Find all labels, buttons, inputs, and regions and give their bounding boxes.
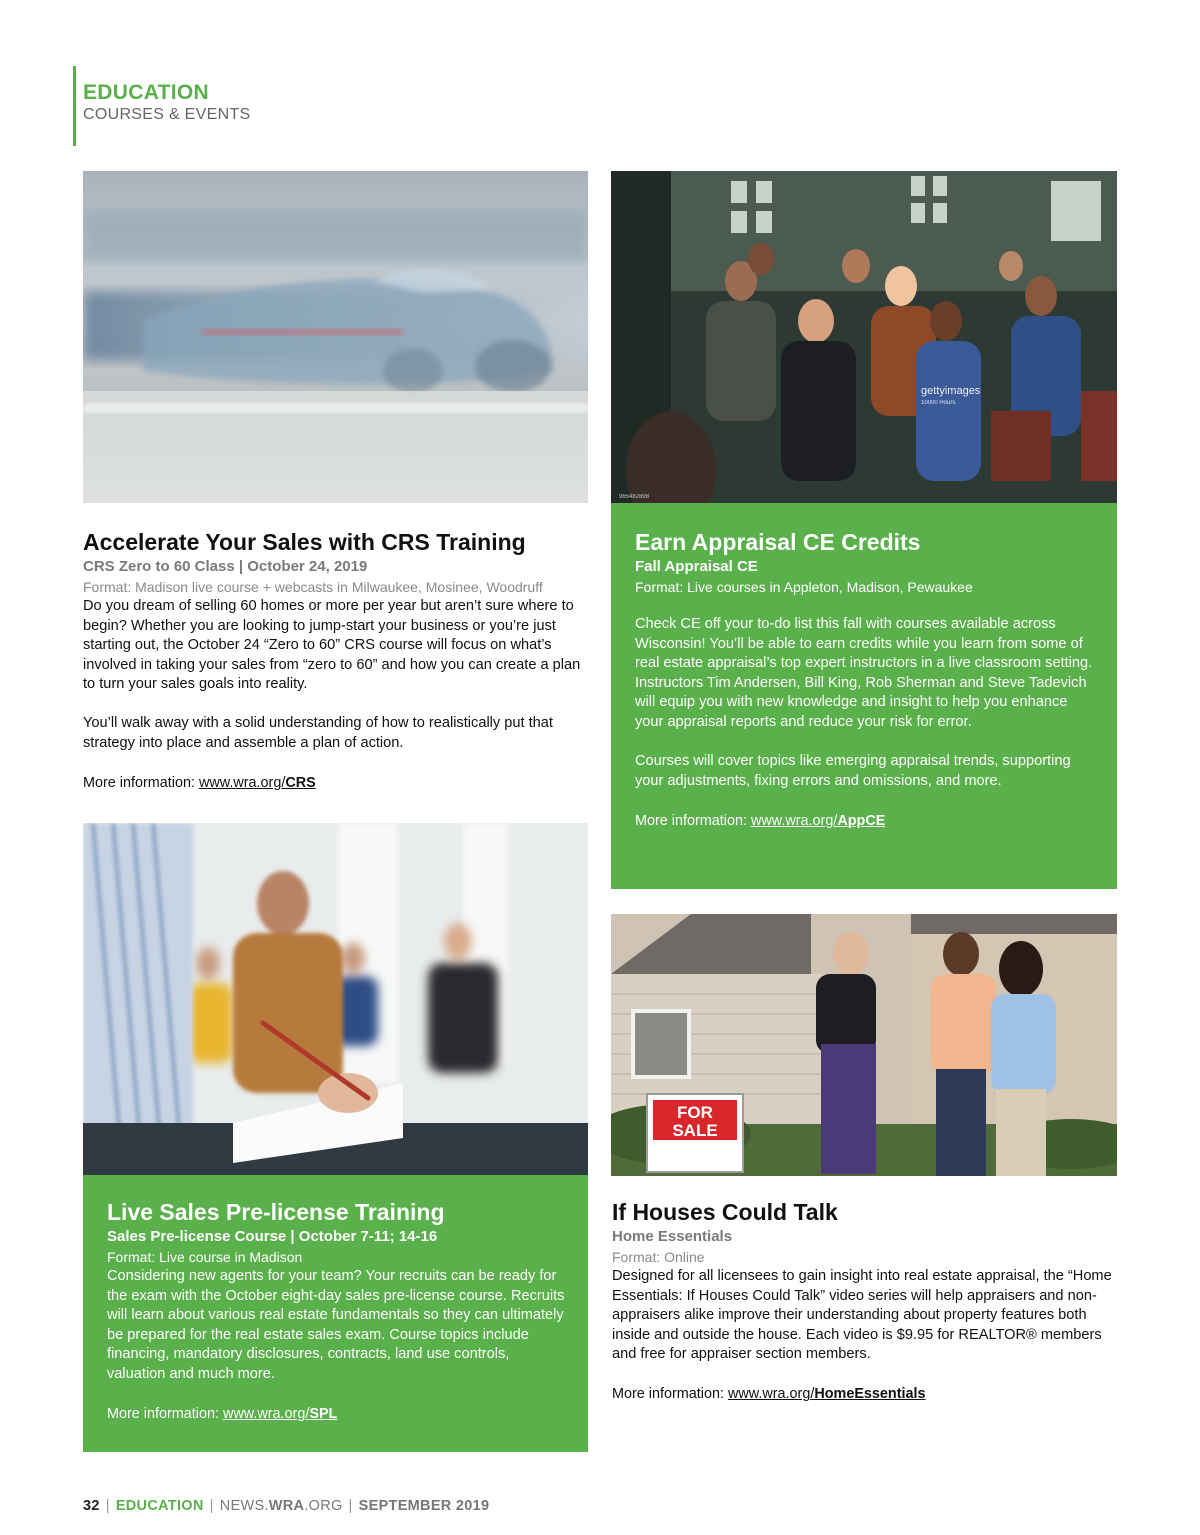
article-paragraph: You’ll walk away with a solid understanding of how to realistically put that strategy into place and assemble a plan of action. [83,715,553,752]
article-subtitle: Sales Pre-license Course | October 7-11; 14-16 [107,1228,438,1245]
article-format: Format: Live courses in Appleton, Madison, Pewaukee [635,579,973,595]
article-houses-could-talk [612,1198,1117,1404]
footer-section: EDUCATION [115,1498,204,1514]
article-subtitle: Fall Appraisal CE [635,558,758,575]
more-info-line [107,1404,569,1424]
section-kicker: EDUCATION [83,81,209,104]
article-subtitle: CRS Zero to 60 Class | October 24, 2019 [83,558,368,575]
footer-date: SEPTEMBER 2019 [358,1498,490,1514]
section-sub-kicker: COURSES & EVENTS [83,106,251,123]
article-format: Format: Live course in Madison [107,1249,303,1265]
article-format: Format: Online [612,1249,705,1265]
article-title: If Houses Could Talk [612,1199,838,1225]
more-info-link[interactable]: www.wra.org/CRS [198,775,316,792]
more-info-label: More information: [635,812,751,829]
article-paragraph: Designed for all licensees to gain insight into real estate appraisal, the “Home Essentials: If Houses Could Talk” video series will help appraisers and non-appraisers alike improve their understanding about property features both inside and outside the house. Each video is $9.95 for REALTOR® members and free for appraiser section members. [612,1268,1112,1363]
page-footer: 32 | EDUCATION | NEWS.WRA.ORG | SEPTEMBER 2019 [83,1498,490,1514]
sign-text-line2: SALE [672,1121,718,1140]
audience-applause-photo [611,171,1117,503]
article-title: Accelerate Your Sales with CRS Training [83,529,526,555]
article-title: Earn Appraisal CE Credits [635,529,921,555]
more-info-link[interactable]: www.wra.org/HomeEssentials [727,1386,926,1403]
more-info-link[interactable]: www.wra.org/SPL [222,1406,338,1423]
article-paragraph: Check CE off your to-do list this fall with courses available across Wisconsin! You’ll be able to earn credits while you learn from some of real estate appraisal’s top expert instructors in a live classroom setting. Instructors Tim Andersen, Bill King, Rob Sherman and Steve Tadevich will equip you with new knowledge and insight to help you enhance your appraisal reports and reduce your risk for error. [635,616,1093,730]
article-appraisal-ce [611,503,1117,889]
more-info-label: More information: [107,1406,223,1423]
classroom-writing-photo [83,823,588,1175]
article-body [83,597,588,754]
article-paragraph: Considering new agents for your team? Your recruits can be ready for the exam with the October eight-day sales pre-license course. Recruits will learn about various real estate fundamentals so they can ultimately be prepared for the real estate sales exam. Course topics include financing, mandatory disclosures, contracts, land use controls, valuation and much more. [107,1268,565,1382]
article-paragraph: Courses will cover topics like emerging appraisal trends, supporting your adjustments, fixing errors and omissions, and more. [635,753,1071,789]
getty-watermark: gettyimages [921,385,981,397]
article-title: Live Sales Pre-license Training [107,1199,445,1225]
more-info-label: More information: [83,775,199,792]
more-info-line [635,811,1095,831]
car-motion-photo [83,171,588,503]
article-crs-training [83,528,588,793]
article-prelicense-training [83,1175,588,1452]
footer-site: NEWS.WRA.ORG [219,1498,343,1514]
more-info-label: More information: [612,1386,728,1403]
article-format: Format: Madison live course + webcasts in Milwaukee, Mosinee, Woodruff [83,579,543,595]
article-body [612,1267,1117,1365]
article-paragraph: Do you dream of selling 60 homes or more per year but aren’t sure where to begin? Whether you are looking to jump-start your business or you’re just starting out, the October 24 “Zero to 60” CRS course will focus on what’s involved in taking your sales from “zero to 60” and how you can create a plan to turn your sales goals into reality. [83,598,581,693]
article-subtitle: Home Essentials [612,1228,733,1245]
photo-id: 965482898 [619,494,650,500]
house-for-sale-photo [611,914,1117,1176]
article-body [635,615,1095,791]
article-body [107,1267,569,1385]
more-info-link[interactable]: www.wra.org/AppCE [750,812,886,829]
sign-text-line1: FOR [677,1103,713,1122]
page-number: 32 [83,1498,100,1514]
more-info-line [612,1384,1117,1404]
getty-watermark-sub: 10000 Hours [921,400,956,406]
more-info-line [83,773,588,793]
header-accent-rule [73,66,76,146]
